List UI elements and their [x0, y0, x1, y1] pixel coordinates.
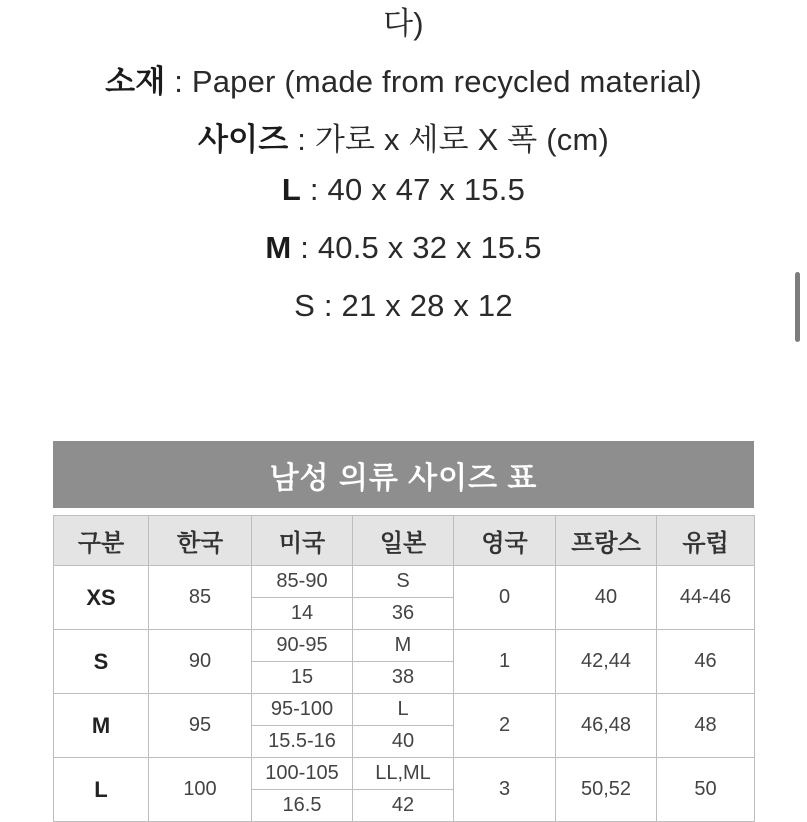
usa-cell: 100-105	[252, 758, 353, 790]
size-chart	[53, 441, 754, 822]
size-cell: S	[54, 630, 149, 694]
korea-cell: 95	[149, 694, 252, 758]
korea-cell: 85	[149, 566, 252, 630]
size-heading-label: 사이즈	[197, 122, 289, 157]
japan-cell: S	[353, 566, 454, 598]
size-chart-title: 남성 의류 사이즈 표	[53, 441, 754, 508]
col-header-korea: 한국	[149, 516, 252, 566]
material-value: : Paper (made from recycled material)	[174, 64, 702, 99]
japan-cell: 38	[353, 662, 454, 694]
japan-cell: LL,ML	[353, 758, 454, 790]
uk-cell: 0	[454, 566, 556, 630]
france-cell: 46,48	[556, 694, 657, 758]
col-header-france: 프랑스	[556, 516, 657, 566]
material-label: 소재	[105, 64, 166, 99]
europe-cell: 44-46	[657, 566, 755, 630]
table-row	[54, 566, 755, 598]
size-cell: M	[54, 694, 149, 758]
europe-cell: 48	[657, 694, 755, 758]
col-header-japan: 일본	[353, 516, 454, 566]
size-s-value: : 21 x 28 x 12	[323, 288, 513, 323]
size-l-value: : 40 x 47 x 15.5	[309, 172, 526, 207]
japan-cell: 36	[353, 598, 454, 630]
size-heading-line	[0, 114, 807, 159]
uk-cell: 3	[454, 758, 556, 822]
size-l-line	[0, 172, 807, 208]
header-row	[54, 516, 755, 566]
col-header-category: 구분	[54, 516, 149, 566]
usa-cell: 95-100	[252, 694, 353, 726]
europe-cell: 50	[657, 758, 755, 822]
table-row	[54, 694, 755, 726]
size-cell: L	[54, 758, 149, 822]
japan-cell: 42	[353, 790, 454, 822]
table-row	[54, 630, 755, 662]
size-l-label: L	[281, 172, 302, 207]
material-line	[0, 56, 807, 101]
japan-cell: 40	[353, 726, 454, 758]
size-m-label: M	[265, 230, 292, 265]
usa-cell: 15	[252, 662, 353, 694]
france-cell: 42,44	[556, 630, 657, 694]
size-cell: XS	[54, 566, 149, 630]
france-cell: 50,52	[556, 758, 657, 822]
japan-cell: M	[353, 630, 454, 662]
size-heading-value: : 가로 x 세로 X 폭 (cm)	[297, 122, 610, 157]
size-s-label: S	[294, 288, 316, 323]
france-cell: 40	[556, 566, 657, 630]
uk-cell: 2	[454, 694, 556, 758]
scrollbar-thumb[interactable]	[795, 272, 800, 342]
korea-cell: 100	[149, 758, 252, 822]
usa-cell: 85-90	[252, 566, 353, 598]
size-chart-table	[53, 515, 755, 822]
size-m-value: : 40.5 x 32 x 15.5	[300, 230, 542, 265]
col-header-uk: 영국	[454, 516, 556, 566]
col-header-europe: 유럽	[657, 516, 755, 566]
table-row	[54, 758, 755, 790]
size-s-line	[0, 288, 807, 324]
japan-cell: L	[353, 694, 454, 726]
size-m-line	[0, 230, 807, 266]
col-header-usa: 미국	[252, 516, 353, 566]
usa-cell: 16.5	[252, 790, 353, 822]
uk-cell: 1	[454, 630, 556, 694]
usa-cell: 90-95	[252, 630, 353, 662]
text-fragment: 다)	[383, 6, 424, 41]
usa-cell: 14	[252, 598, 353, 630]
korea-cell: 90	[149, 630, 252, 694]
europe-cell: 46	[657, 630, 755, 694]
usa-cell: 15.5-16	[252, 726, 353, 758]
